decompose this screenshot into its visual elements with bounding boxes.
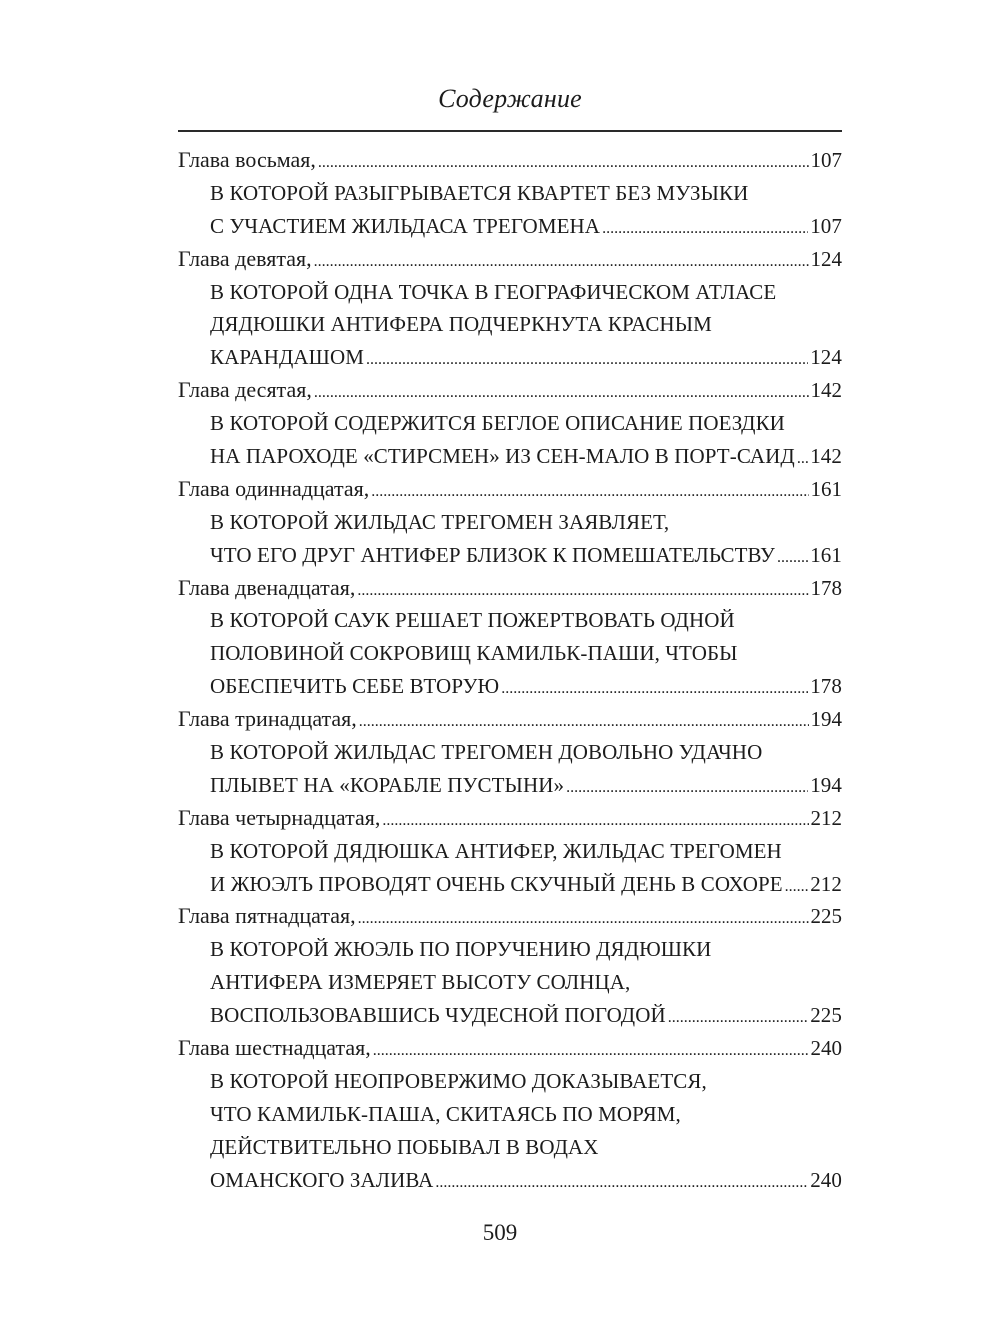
toc-subtitle-line (178, 966, 842, 999)
toc-subtitle-line (178, 670, 842, 703)
toc-dot-leader (366, 344, 808, 377)
toc-chapter-line (178, 1032, 842, 1065)
toc-chapter-title: Глава шестнадцатая, (178, 1035, 371, 1061)
toc-dot-leader (501, 673, 808, 706)
toc-subtitle-line (178, 868, 842, 901)
toc-dot-leader (602, 213, 808, 246)
toc-subtitle-text: В КОТОРОЙ САУК РЕШАЕТ ПОЖЕРТВОВАТЬ ОДНОЙ (210, 608, 735, 633)
toc-page-number: 212 (810, 871, 842, 896)
toc-chapter-line (178, 703, 842, 736)
toc-page-number: 178 (810, 575, 842, 600)
page-number: 509 (482, 1220, 518, 1245)
toc-subtitle-text: В КОТОРОЙ НЕОПРОВЕРЖИМО ДОКАЗЫВАЕТСЯ, (210, 1068, 707, 1093)
toc-subtitle-line (178, 999, 842, 1032)
toc-chapter-title: Глава пятнадцатая, (178, 903, 356, 929)
toc-subtitle-line (178, 604, 842, 637)
toc-chapter-title: Глава девятая, (178, 245, 312, 271)
toc-subtitle-line (178, 933, 842, 966)
toc-chapter-title: Глава восьмая, (178, 147, 316, 172)
toc-page-number: 194 (810, 707, 842, 732)
table-of-contents (178, 144, 842, 1197)
toc-page-number: 124 (810, 246, 842, 271)
toc-dot-leader (314, 377, 809, 410)
toc-subtitle-text: И ЖЮЭЛЪ ПРОВОДЯТ ОЧЕНЬ СКУЧНЫЙ ДЕНЬ В СОХОРЕ (210, 871, 783, 896)
toc-subtitle-line (178, 506, 842, 539)
toc-subtitle-text: АНТИФЕРА ИЗМЕРЯЕТ ВЫСОТУ СОЛНЦА, (210, 970, 631, 995)
toc-chapter-title: Глава десятая, (178, 377, 312, 403)
toc-page-number: 194 (810, 772, 842, 797)
toc-subtitle-text: ДЯДЮШКИ АНТИФЕРА ПОДЧЕРКНУТА КРАСНЫМ (210, 312, 712, 337)
toc-dot-leader (373, 1035, 809, 1068)
toc-subtitle-text: ЧТО КАМИЛЬК-ПАША, СКИТАЯСЬ ПО МОРЯМ, (210, 1101, 681, 1126)
toc-subtitle-line (178, 210, 842, 243)
toc-subtitle-text: В КОТОРОЙ РАЗЫГРЫВАЕТСЯ КВАРТЕТ БЕЗ МУЗЫКИ (210, 180, 749, 205)
toc-subtitle-line (178, 440, 842, 473)
toc-subtitle-line (178, 1098, 842, 1131)
toc-dot-leader (435, 1167, 808, 1200)
toc-subtitle-text: С УЧАСТИЕМ ЖИЛЬДАСА ТРЕГОМЕНА (210, 213, 601, 238)
toc-subtitle-line (178, 308, 842, 341)
toc-subtitle-text: В КОТОРОЙ СОДЕРЖИТСЯ БЕГЛОЕ ОПИСАНИЕ ПОЕЗДКИ (210, 411, 785, 436)
toc-subtitle-text: НА ПАРОХОДЕ «СТИРСМЕН» ИЗ СЕН-МАЛО В ПОРТ-САИД (210, 444, 795, 469)
toc-subtitle-line (178, 539, 842, 572)
toc-subtitle-text: ВОСПОЛЬЗОВАВШИСЬ ЧУДЕСНОЙ ПОГОДОЙ (210, 1003, 666, 1028)
toc-chapter-line (178, 473, 842, 506)
toc-page-number: 142 (810, 378, 842, 403)
toc-chapter-title: Глава четырнадцатая, (178, 804, 381, 830)
toc-dot-leader (785, 871, 809, 904)
toc-subtitle-text: ДЕЙСТВИТЕЛЬНО ПОБЫВАЛ В ВОДАХ (210, 1134, 599, 1159)
toc-page-number: 107 (810, 213, 842, 238)
toc-subtitle-line (178, 407, 842, 440)
toc-dot-leader (382, 805, 808, 838)
toc-chapter-title: Глава одиннадцатая, (178, 475, 370, 501)
toc-subtitle-line (178, 177, 842, 210)
toc-page-number: 240 (810, 1036, 842, 1061)
toc-chapter-line (178, 144, 842, 177)
toc-subtitle-text: В КОТОРОЙ ОДНА ТОЧКА В ГЕОГРАФИЧЕСКОМ АТЛАСЕ (210, 279, 777, 304)
toc-page-number: 161 (810, 476, 842, 501)
toc-subtitle-line (178, 276, 842, 309)
toc-subtitle-line (178, 1065, 842, 1098)
toc-dot-leader (566, 772, 808, 805)
toc-chapter-line (178, 572, 842, 605)
running-head: Содержание (438, 84, 582, 113)
toc-subtitle-text: ПЛЫВЕТ НА «КОРАБЛЕ ПУСТЫНИ» (210, 772, 565, 797)
toc-page-number: 161 (810, 542, 842, 567)
toc-subtitle-text: В КОТОРОЙ ЖИЛЬДАС ТРЕГОМЕН ДОВОЛЬНО УДАЧНО (210, 740, 763, 765)
toc-page-number: 225 (810, 1003, 842, 1028)
toc-subtitle-text: КАРАНДАШОМ (210, 345, 365, 370)
toc-dot-leader (318, 147, 809, 180)
toc-chapter-title: Глава двенадцатая, (178, 574, 356, 600)
toc-subtitle-text: ОМАНСКОГО ЗАЛИВА (210, 1167, 434, 1192)
toc-chapter-title: Глава тринадцатая, (178, 706, 357, 732)
toc-page-number: 124 (810, 345, 842, 370)
toc-subtitle-text: В КОТОРОЙ ДЯДЮШКА АНТИФЕР, ЖИЛЬДАС ТРЕГОМЕН (210, 838, 782, 863)
toc-subtitle-line (178, 769, 842, 802)
toc-dot-leader (357, 575, 808, 608)
toc-dot-leader (371, 476, 808, 509)
toc-page-number: 212 (810, 805, 842, 830)
toc-dot-leader (777, 542, 808, 575)
toc-subtitle-line (178, 341, 842, 374)
toc-subtitle-text: ОБЕСПЕЧИТЬ СЕБЕ ВТОРУЮ (210, 674, 500, 699)
toc-chapter-line (178, 802, 842, 835)
toc-subtitle-line (178, 1131, 842, 1164)
toc-page-number: 142 (810, 444, 842, 469)
toc-page-number: 107 (810, 148, 842, 172)
toc-chapter-line (178, 243, 842, 276)
toc-subtitle-line (178, 1164, 842, 1197)
toc-subtitle-text: ЧТО ЕГО ДРУГ АНТИФЕР БЛИЗОК К ПОМЕШАТЕЛЬСТВУ (210, 542, 775, 567)
toc-dot-leader (668, 1002, 808, 1035)
toc-page-number: 240 (810, 1167, 842, 1192)
toc-page-number: 225 (810, 904, 842, 929)
toc-dot-leader (797, 443, 808, 476)
toc-dot-leader (314, 246, 809, 279)
toc-dot-leader (359, 706, 809, 739)
toc-page-number: 178 (810, 674, 842, 699)
toc-subtitle-text: ПОЛОВИНОЙ СОКРОВИЩ КАМИЛЬК-ПАШИ, ЧТОБЫ (210, 641, 738, 666)
toc-dot-leader (358, 903, 809, 936)
toc-chapter-line (178, 900, 842, 933)
toc-chapter-line (178, 374, 842, 407)
page-header (178, 80, 842, 132)
toc-subtitle-line (178, 736, 842, 769)
toc-subtitle-text: В КОТОРОЙ ЖЮЭЛЬ ПО ПОРУЧЕНИЮ ДЯДЮШКИ (210, 937, 712, 962)
toc-subtitle-line (178, 637, 842, 670)
toc-subtitle-text: В КОТОРОЙ ЖИЛЬДАС ТРЕГОМЕН ЗАЯВЛЯЕТ, (210, 509, 670, 534)
toc-subtitle-line (178, 835, 842, 868)
